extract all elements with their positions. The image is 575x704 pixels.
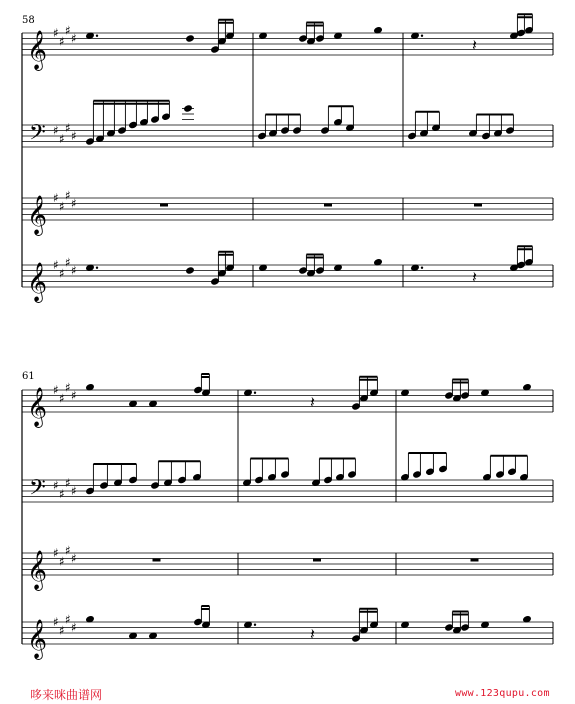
notehead [186, 267, 195, 274]
whole-rest-icon [160, 204, 168, 207]
sharp-icon: ♯ [65, 380, 71, 395]
sharp-icon: ♯ [59, 554, 65, 569]
sharp-icon: ♯ [65, 475, 71, 490]
augmentation-dot [421, 35, 423, 37]
whole-rest-icon [313, 559, 321, 562]
sharp-icon: ♯ [65, 255, 71, 270]
sharp-icon: ♯ [59, 266, 65, 281]
quarter-rest-icon: 𝄽 [310, 624, 315, 644]
sharp-icon: ♯ [53, 258, 59, 272]
whole-rest-icon [471, 559, 479, 562]
sharp-icon: ♯ [53, 123, 59, 138]
bass-clef-icon: 𝄢 [29, 475, 46, 506]
treble-clef-icon: 𝄞 [27, 30, 48, 70]
sharp-icon: ♯ [71, 31, 77, 46]
sharp-icon: ♯ [59, 199, 65, 214]
sharp-icon: ♯ [65, 543, 71, 558]
augmentation-dot [254, 624, 256, 626]
sharp-icon: ♯ [53, 191, 59, 205]
sharp-icon: ♯ [65, 120, 71, 135]
sharp-icon: ♯ [71, 484, 77, 498]
staff [22, 374, 553, 428]
sharp-icon: ♯ [71, 551, 77, 566]
treble-clef-icon: 𝄞 [27, 387, 48, 427]
notehead [186, 35, 195, 42]
sharp-icon: ♯ [53, 383, 59, 397]
sharp-icon: ♯ [65, 188, 71, 203]
sharp-icon: ♯ [53, 615, 59, 629]
sharp-icon: ♯ [59, 34, 65, 49]
augmentation-dot [96, 35, 98, 37]
treble-clef-icon: 𝄞 [27, 262, 48, 302]
system-1 [22, 33, 403, 287]
sharp-icon: ♯ [59, 623, 65, 638]
sharp-icon: ♯ [71, 388, 77, 403]
bass-clef-icon: 𝄢 [29, 120, 46, 151]
staff [22, 195, 553, 236]
whole-rest-icon [474, 204, 482, 207]
sharp-icon: ♯ [71, 129, 77, 143]
staff [22, 453, 553, 506]
measure-number-61: 61 [22, 371, 35, 382]
measure-number-58: 58 [22, 15, 35, 26]
sharp-icon: ♯ [59, 131, 65, 146]
treble-clef-icon: 𝄞 [27, 619, 48, 659]
sharp-icon: ♯ [71, 196, 77, 211]
sharp-icon: ♯ [59, 391, 65, 406]
sharp-icon: ♯ [53, 478, 59, 493]
quarter-rest-icon: 𝄽 [472, 35, 477, 55]
staff [22, 246, 553, 303]
augmentation-dot [421, 267, 423, 269]
augmentation-dot [254, 392, 256, 394]
whole-rest-icon [324, 204, 332, 207]
quarter-rest-icon: 𝄽 [310, 392, 315, 412]
staff [22, 14, 553, 71]
sharp-icon: ♯ [71, 263, 77, 278]
whole-rest-icon [153, 559, 161, 562]
staff [22, 606, 553, 660]
sharp-icon: ♯ [65, 23, 71, 38]
treble-clef-icon: 𝄞 [27, 550, 48, 590]
sharp-icon: ♯ [53, 546, 59, 560]
augmentation-dot [96, 267, 98, 269]
staff [22, 550, 553, 591]
sharp-icon: ♯ [59, 486, 65, 501]
sharp-icon: ♯ [65, 612, 71, 627]
site-name-watermark: 哆来咪曲谱网 [30, 688, 103, 702]
sharp-icon: ♯ [53, 26, 59, 40]
site-url-watermark: www.123qupu.com [455, 688, 550, 699]
staff [22, 101, 553, 151]
treble-clef-icon: 𝄞 [27, 195, 48, 235]
sharp-icon: ♯ [71, 620, 77, 635]
quarter-rest-icon: 𝄽 [472, 267, 477, 287]
